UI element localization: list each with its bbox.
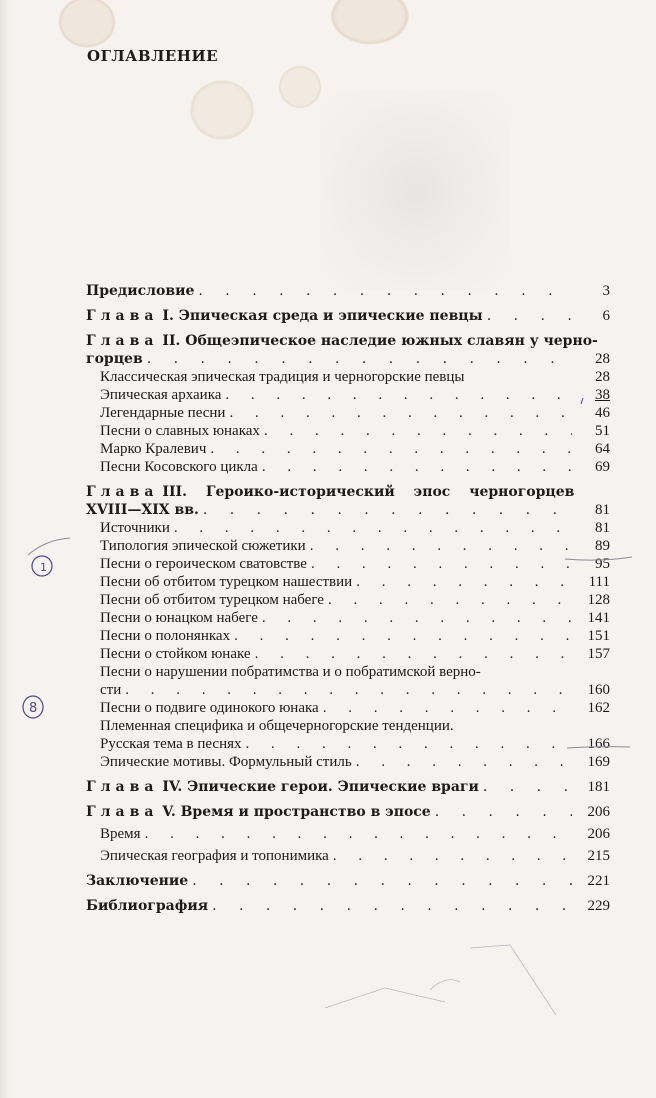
- entry-label: V. Время и пространство в эпосе: [162, 804, 431, 820]
- entry-page: 95: [595, 556, 610, 572]
- bleed-through-image: [320, 90, 510, 290]
- leader-dots: [323, 699, 572, 717]
- entry-page: 215: [587, 848, 610, 864]
- entry-label: Предисловие: [86, 283, 195, 299]
- toc-entry: [86, 573, 610, 591]
- leader-dots: [311, 555, 572, 573]
- leader-dots: [229, 404, 572, 422]
- leader-dots: [264, 422, 572, 440]
- entry-label: Библиография: [86, 898, 209, 914]
- toc-entry-line2: [86, 681, 610, 699]
- entry-label: Песни о героическом сватовстве: [100, 556, 307, 572]
- toc-entry-line1: [86, 663, 610, 681]
- leader-dots: [125, 681, 572, 699]
- leader-dots: [198, 282, 572, 300]
- leader-dots: [356, 753, 572, 771]
- entry-label: Классическая эпическая традиция и черногорские певцы: [100, 369, 465, 385]
- leader-dots: [483, 778, 572, 796]
- toc-entry-chapter-4: [86, 778, 610, 796]
- leader-dots: [192, 872, 572, 890]
- entry-page: 128: [587, 592, 610, 608]
- toc-entry: [86, 591, 610, 609]
- toc-entry-bibliography: [86, 897, 610, 915]
- toc-entry: [86, 609, 610, 627]
- leader-dots: [234, 627, 572, 645]
- toc-entry: [86, 422, 610, 440]
- page-title: ОГЛАВЛЕНИЕ: [87, 47, 219, 65]
- toc-entry: [86, 519, 610, 537]
- toc-entry: [86, 847, 610, 865]
- entry-label: Песни о юнацком набеге: [100, 610, 258, 626]
- chapter-prefix: Глава: [86, 804, 159, 820]
- entry-label: Время: [100, 826, 141, 842]
- toc-entry: [86, 458, 610, 476]
- leader-dots: [328, 591, 572, 609]
- entry-page: 141: [587, 610, 610, 626]
- entry-page: 28: [595, 351, 610, 367]
- entry-page: 51: [595, 423, 610, 439]
- entry-label-cont: сти: [100, 682, 122, 698]
- pencil-sketch-bottom: [325, 945, 556, 1015]
- leader-dots: [203, 501, 572, 519]
- entry-label: Песни о полонянках: [100, 628, 231, 644]
- toc-entry: [86, 645, 610, 663]
- entry-label: Песни об отбитом турецком набеге: [100, 592, 324, 608]
- toc-entry-preface: [86, 282, 610, 300]
- entry-label: Песни Косовского цикла: [100, 459, 258, 475]
- entry-label: Песни о славных юнаках: [100, 423, 260, 439]
- entry-label: Типология эпической сюжетики: [100, 538, 306, 554]
- entry-label: Эпические мотивы. Формульный стиль: [100, 754, 352, 770]
- entry-page: 206: [587, 826, 610, 842]
- entry-label: Заключение: [86, 873, 189, 889]
- leader-dots: [435, 803, 572, 821]
- circled-number-1-annotation: [32, 556, 52, 576]
- toc-entry: [86, 368, 610, 386]
- toc-entry: [86, 555, 610, 573]
- entry-page: 46: [595, 405, 610, 421]
- entry-label: Источники: [100, 520, 170, 536]
- entry-page: 81: [595, 520, 610, 536]
- toc-entry-chapter-5: [86, 803, 610, 821]
- entry-label: Песни о нарушении побратимства и о побратимской верно-: [100, 664, 481, 680]
- entry-label: Песни об отбитом турецком нашествии: [100, 574, 353, 590]
- toc-entry-conclusion: [86, 872, 610, 890]
- entry-label: IV. Эпические герои. Эпические враги: [162, 779, 479, 795]
- entry-label: Эпическая география и топонимика: [100, 848, 329, 864]
- leader-dots: [225, 386, 572, 404]
- entry-label: Песни о подвиге одинокого юнака: [100, 700, 319, 716]
- entry-label: Легендарные песни: [100, 405, 226, 421]
- entry-page: 64: [595, 441, 610, 457]
- toc-entry: [86, 440, 610, 458]
- leader-dots: [212, 897, 572, 915]
- chapter-prefix: Глава: [86, 484, 159, 500]
- toc-entry-chapter-1: [86, 307, 610, 325]
- chapter-prefix: Глава: [86, 779, 159, 795]
- entry-page: 38: [595, 387, 610, 403]
- entry-page: 3: [602, 283, 610, 299]
- toc-entry: [86, 699, 610, 717]
- entry-page: 206: [587, 804, 610, 820]
- leader-dots: [210, 440, 572, 458]
- circled-number-8: 8: [29, 701, 38, 716]
- entry-label-cont: горцев: [86, 351, 143, 367]
- leader-dots: [333, 847, 572, 865]
- leader-dots: [487, 307, 572, 325]
- pencil-mark-left: [28, 538, 70, 555]
- entry-label-cont: XVIII—XIX вв.: [86, 502, 199, 518]
- entry-page: 69: [595, 459, 610, 475]
- leader-dots: [174, 519, 572, 537]
- entry-label-cont: Русская тема в песнях: [100, 736, 242, 752]
- entry-page: 229: [587, 898, 610, 914]
- entry-page: 157: [587, 646, 610, 662]
- circled-number-1: 1: [40, 561, 47, 574]
- entry-page: 89: [595, 538, 610, 554]
- entry-label: I. Эпическая среда и эпические певцы: [162, 308, 483, 324]
- chapter-prefix: Глава: [86, 333, 159, 349]
- toc-entry: [86, 825, 610, 843]
- entry-page: 160: [587, 682, 610, 698]
- toc-entry-line1: [86, 717, 610, 735]
- toc-entry: [86, 627, 610, 645]
- toc-entry: [86, 386, 610, 404]
- chapter-prefix: Глава: [86, 308, 159, 324]
- leader-dots: [262, 458, 572, 476]
- entry-label: III. Героико-исторический эпос черногорцев: [162, 484, 575, 500]
- circled-number-8-annotation: [23, 696, 43, 718]
- toc-entry-chapter-2-line2: [86, 350, 610, 368]
- entry-label: Племенная специфика и общечерногорские тенденции.: [100, 718, 454, 734]
- leader-dots: [310, 537, 572, 555]
- leader-dots: [147, 350, 572, 368]
- toc-entry: [86, 753, 610, 771]
- toc-entry-chapter-3-line1: [86, 483, 610, 501]
- leader-dots: [145, 825, 572, 843]
- toc-entry-chapter-2-line1: [86, 332, 610, 350]
- toc-entry: [86, 537, 610, 555]
- entry-page: 28: [595, 369, 610, 385]
- entry-label: Марко Кралевич: [100, 441, 207, 457]
- entry-page: 181: [587, 779, 610, 795]
- toc-entry-line2: [86, 735, 610, 753]
- entry-page: 111: [588, 574, 610, 590]
- toc-entry-chapter-3-line2: [86, 501, 610, 519]
- entry-page: 81: [595, 502, 610, 518]
- entry-label: Эпическая архаика: [100, 387, 222, 403]
- entry-label: Песни о стойком юнаке: [100, 646, 251, 662]
- entry-page: 169: [587, 754, 610, 770]
- table-of-contents: [86, 282, 610, 915]
- leader-dots: [255, 645, 572, 663]
- leader-dots: [246, 735, 572, 753]
- leader-dots: [356, 573, 572, 591]
- entry-page: 6: [602, 308, 610, 324]
- toc-entry: [86, 404, 610, 422]
- entry-page: 221: [587, 873, 610, 889]
- entry-page: 166: [587, 736, 610, 752]
- entry-page: 162: [587, 700, 610, 716]
- entry-page: 151: [587, 628, 610, 644]
- entry-label: II. Общеэпическое наследие южных славян у черно-: [162, 333, 598, 349]
- leader-dots: [262, 609, 572, 627]
